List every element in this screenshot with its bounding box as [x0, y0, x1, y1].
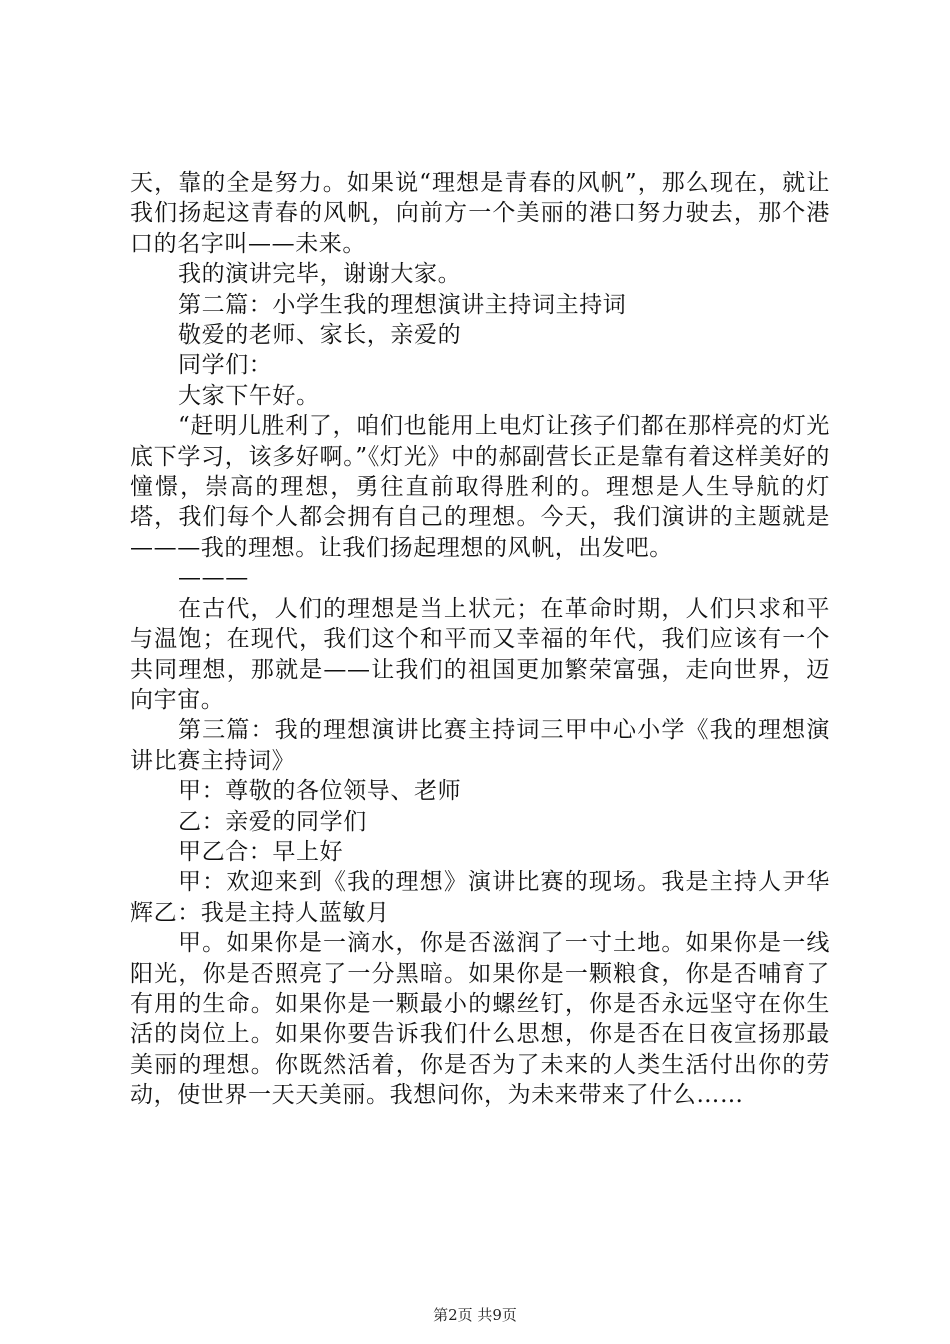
- dash-separator: ———: [178, 565, 249, 592]
- document-body: [130, 168, 830, 1111]
- paragraph-9: 在古代，人们的理想是当上状元；在革命时期，人们只求和平与温饱；在现代，我们这个和平而又幸福的年代，我们应该有一个共同理想，那就是——让我们的祖国更加繁荣富强，走向世界，迈向宇宙。: [130, 595, 830, 713]
- paragraph-11: 甲：尊敬的各位领导、老师: [178, 778, 462, 805]
- paragraph-12: 乙：亲爱的同学们: [178, 808, 367, 835]
- paragraph-14: 甲：欢迎来到《我的理想》演讲比赛的现场。我是主持人尹华辉乙：我是主持人蓝敏月: [130, 869, 830, 926]
- paragraph-7: “赶明儿胜利了，咱们也能用上电灯让孩子们都在那样亮的灯光底下学习，该多好啊。”《灯光》中的郝副营长正是靠有着这样美好的憧憬，崇高的理想，勇往直前取得胜利的。理想是人生导航的灯塔，我们每个人都会拥有自己的理想。今天，我们演讲的主题就是———我的理想。让我们扬起理想的风帆，出发吧。: [130, 413, 830, 561]
- paragraph-4: 敬爱的老师、家长，亲爱的: [178, 322, 462, 349]
- paragraph-13: 甲乙合：早上好: [178, 838, 344, 865]
- paragraph-1: 天，靠的全是努力。如果说“理想是青春的风帆”，那么现在，就让我们扬起这青春的风帆，向前方一个美丽的港口努力驶去，那个港口的名字叫——未来。: [130, 170, 830, 257]
- page-footer: [0, 1305, 950, 1325]
- paragraph-15: 甲。如果你是一滴水，你是否滋润了一寸土地。如果你是一线阳光，你是否照亮了一分黑暗。如果你是一颗粮食，你是否哺育了有用的生命。如果你是一颗最小的螺丝钉，你是否永远坚守在你生活的岗位上。如果你要告诉我们什么思想，你是否在日夜宣扬那最美丽的理想。你既然活着，你是否为了未来的人类生活付出你的劳动，使世界一天天美丽。我想问你，为未来带来了什么……: [130, 930, 830, 1109]
- section-heading-2: 第二篇：小学生我的理想演讲主持词主持词: [178, 291, 627, 318]
- paragraph-6: 大家下午好。: [178, 382, 320, 409]
- paragraph-2: 我的演讲完毕，谢谢大家。: [178, 261, 462, 288]
- section-heading-3: 第三篇：我的理想演讲比赛主持词三甲中心小学《我的理想演讲比赛主持词》: [130, 717, 830, 774]
- page-number: 第2页 共9页: [433, 1306, 517, 1324]
- paragraph-5: 同学们：: [178, 352, 273, 379]
